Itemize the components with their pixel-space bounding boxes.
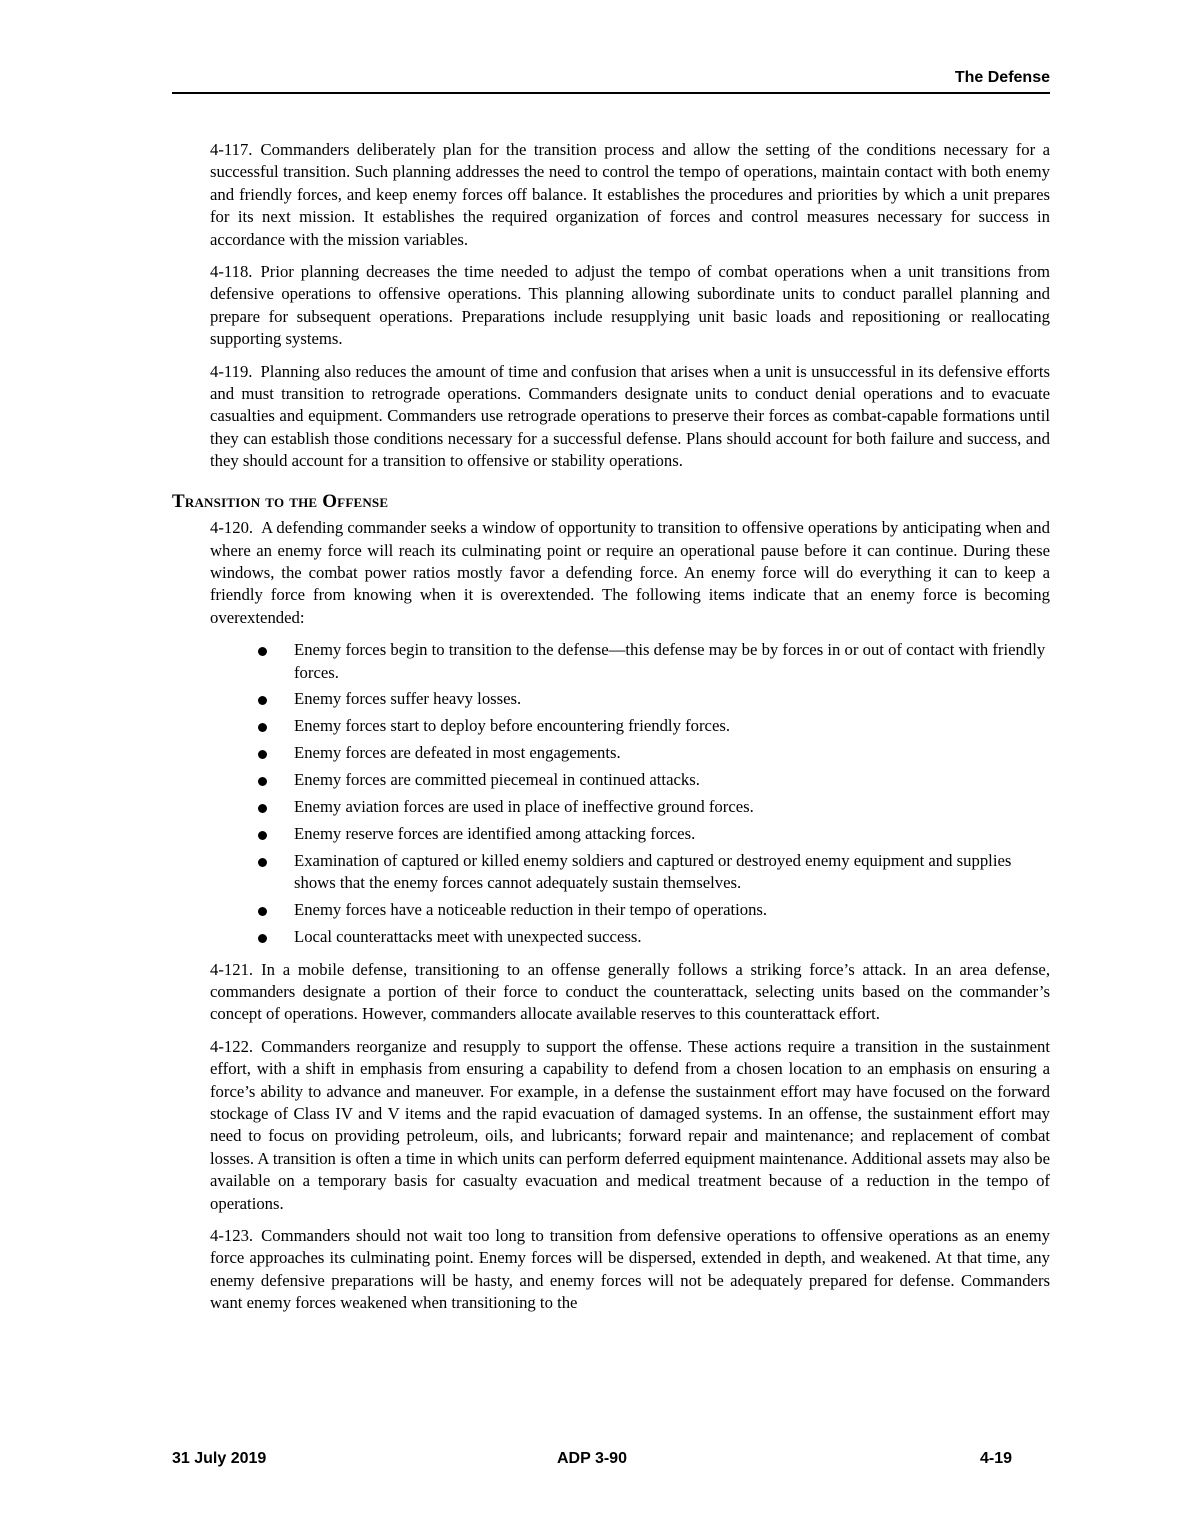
paragraph-number: 4-122. [210, 1036, 254, 1056]
paragraph-number: 4-121. [210, 959, 254, 979]
bullet-icon [258, 934, 267, 943]
paragraph-4-121 [210, 959, 1050, 1026]
list-item: Enemy aviation forces are used in place of ineffective ground forces. [210, 796, 1050, 818]
paragraph-text: A defending commander seeks a window of opportunity to transition to offensive operations by anticipating when and where an enemy force will reach its culminating point or require an operational pause before it can continue. During these windows, the combat power ratios mostly favor a defending force. An enemy force will do everything it can to keep a friendly force from knowing when it is overextended. The following items indicate that an enemy force is becoming overextended: [210, 518, 1050, 627]
bullet-icon [258, 696, 267, 705]
footer-date: 31 July 2019 [172, 1450, 267, 1467]
overextension-indicators-list [210, 639, 1050, 948]
document-body [172, 139, 1050, 1325]
bullet-icon [258, 777, 267, 786]
paragraph-text: Commanders reorganize and resupply to support the offense. These actions require a transition in the sustainment effort, with a shift in emphasis from ensuring a capability to defend from a chosen location to an emphasis on ensuring a force’s ability to advance and maneuver. For example, in a defense the sustainment effort may have focused on the forward stockage of Class IV and V items and the rapid evacuation of damaged systems. In an offense, the sustainment effort may need to focus on providing petroleum, oils, and lubricants; forward repair and maintenance; and replacement of combat losses. A transition is often a time in which units can perform deferred equipment maintenance. Additional assets may also be available on a temporary basis for casualty evacuation and medical treatment because of a reduction in the tempo of operations. [210, 1036, 1050, 1213]
paragraph-text: In a mobile defense, transitioning to an offense generally follows a striking force’s attack. In an area defense, commanders designate a portion of their force to conduct the counterattack, selecting units based on the commander’s concept of operations. However, commanders allocate available reserves to this counterattack effort. [210, 959, 1050, 1024]
footer-publication: ADP 3-90 [557, 1450, 627, 1467]
paragraph-4-119 [210, 361, 1050, 473]
paragraph-number: 4-123. [210, 1225, 254, 1245]
list-item: Enemy forces suffer heavy losses. [210, 688, 1050, 710]
list-item: Enemy forces are committed piecemeal in continued attacks. [210, 769, 1050, 791]
list-item: Enemy forces start to deploy before encountering friendly forces. [210, 715, 1050, 737]
list-item: Examination of captured or killed enemy soldiers and captured or destroyed enemy equipment and supplies shows that the enemy forces cannot adequately sustain themselves. [210, 850, 1050, 895]
paragraph-4-123 [210, 1225, 1050, 1315]
bullet-icon [258, 858, 267, 867]
bullet-icon [258, 831, 267, 840]
section-heading: Transition to the Offense [172, 490, 389, 512]
paragraph-4-117 [210, 139, 1050, 251]
list-item: Enemy forces are defeated in most engagements. [210, 742, 1050, 764]
paragraph-text: Commanders should not wait too long to transition from defensive operations to offensive operations as an enemy force approaches its culminating point. Enemy forces will be dispersed, extended in depth, and weakened. At that time, any enemy defensive preparations will be hasty, and enemy forces will not be adequately prepared for defense. Commanders want enemy forces weakened when transitioning to the [210, 1225, 1050, 1313]
bullet-icon [258, 723, 267, 732]
paragraph-text: Prior planning decreases the time needed to adjust the tempo of combat operations when a unit transitions from defensive operations to offensive operations. This planning allowing subordinate units to conduct parallel planning and prepare for subsequent operations. Preparations include resupplying unit basic loads and repositioning or reallocating supporting systems. [210, 262, 1050, 349]
paragraph-number: 4-120. [210, 518, 254, 538]
paragraph-4-122 [210, 1036, 1050, 1215]
header-rule [172, 92, 1050, 94]
bullet-icon [258, 750, 267, 759]
paragraph-number: 4-118. [210, 262, 253, 282]
paragraph-4-120 [210, 517, 1050, 629]
list-item: Local counterattacks meet with unexpected success. [210, 926, 1050, 948]
list-item: Enemy forces have a noticeable reduction in their tempo of operations. [210, 899, 1050, 921]
paragraph-number: 4-117. [210, 140, 253, 159]
list-item: Enemy reserve forces are identified among attacking forces. [210, 823, 1050, 845]
footer-page-number: 4-19 [980, 1450, 1013, 1467]
list-item: Enemy forces begin to transition to the defense—this defense may be by forces in or out of contact with friendly forces. [210, 639, 1050, 684]
paragraph-4-118 [210, 261, 1050, 351]
paragraph-number: 4-119. [210, 361, 253, 381]
running-head: The Defense [954, 69, 1050, 86]
paragraph-text: Planning also reduces the amount of time and confusion that arises when a unit is unsuccessful in its defensive efforts and must transition to retrograde operations. Commanders designate units to conduct denial operations and to evacuate casualties and equipment. Commanders use retrograde operations to preserve their forces as combat-capable formations until they can establish those conditions necessary for a successful defense. Plans should account for both failure and success, and they should account for a transition to offensive or stability operations. [210, 361, 1050, 471]
bullet-icon [258, 907, 267, 916]
paragraph-text: Commanders deliberately plan for the transition process and allow the setting of the conditions necessary for a successful transition. Such planning addresses the need to control the tempo of operations, maintain contact with both enemy and friendly forces, and keep enemy forces off balance. It establishes the procedures and priorities by which a unit prepares for its next mission. It establishes the required organization of forces and control measures necessary for success in accordance with the mission variables. [210, 140, 1050, 249]
bullet-icon [258, 804, 267, 813]
bullet-icon [258, 647, 267, 656]
